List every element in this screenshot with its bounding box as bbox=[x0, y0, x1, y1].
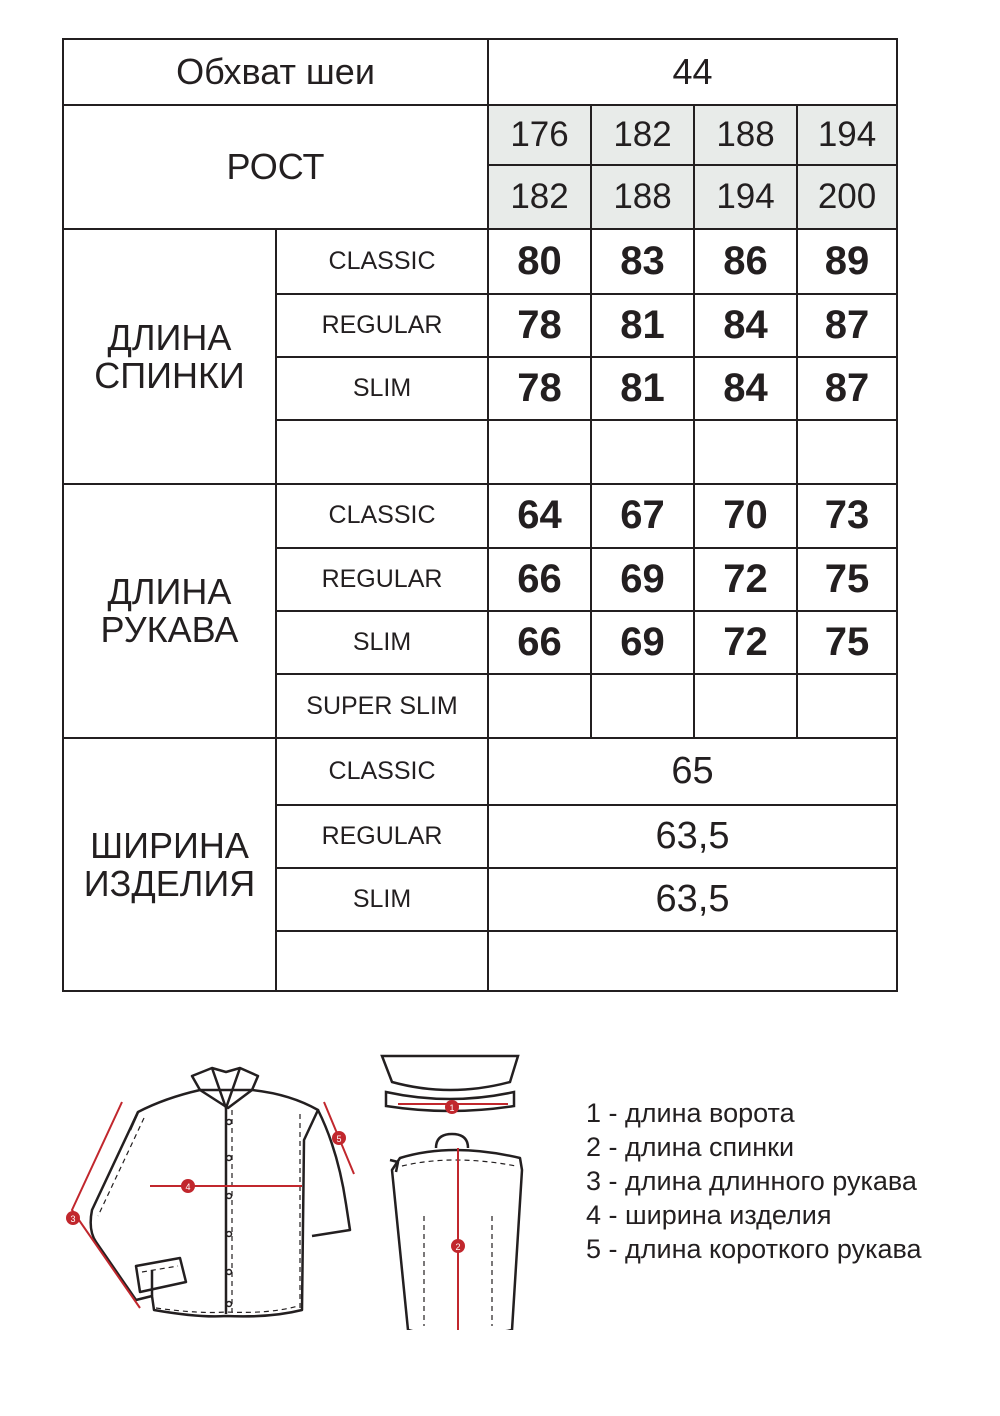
back-length-value: 80 bbox=[488, 229, 591, 293]
shirt-front-drawing bbox=[91, 1068, 350, 1316]
sleeve-length-value: 67 bbox=[591, 484, 694, 548]
svg-text:1: 1 bbox=[449, 1103, 455, 1113]
empty-cell bbox=[797, 420, 897, 484]
back-length-value: 87 bbox=[797, 357, 897, 420]
measurement-marker-4 bbox=[181, 1179, 195, 1193]
sleeve-length-value: 66 bbox=[488, 611, 591, 674]
empty-cell bbox=[488, 931, 897, 991]
height-label: РОСТ bbox=[63, 105, 488, 229]
back-length-value: 78 bbox=[488, 294, 591, 357]
empty-cell bbox=[694, 674, 797, 738]
sleeve-length-value: 75 bbox=[797, 611, 897, 674]
sleeve-length-value: 66 bbox=[488, 548, 591, 611]
size-chart-table bbox=[62, 38, 898, 992]
sleeve-length-value: 64 bbox=[488, 484, 591, 548]
neck-value: 44 bbox=[488, 39, 897, 105]
svg-text:4: 4 bbox=[185, 1182, 191, 1192]
sleeve-length-label-line2: РУКАВА bbox=[100, 609, 239, 651]
fit-label: REGULAR bbox=[276, 805, 488, 868]
shirt-measurement-diagram bbox=[0, 1030, 560, 1330]
sleeve-length-label-line1: ДЛИНА bbox=[107, 571, 232, 613]
back-length-value: 81 bbox=[591, 357, 694, 420]
empty-cell bbox=[276, 420, 488, 484]
height-to: 194 bbox=[694, 165, 797, 229]
back-length-value: 78 bbox=[488, 357, 591, 420]
empty-cell bbox=[797, 674, 897, 738]
legend-item: 5 - длина короткого рукава bbox=[586, 1234, 922, 1264]
measurement-legend bbox=[586, 1096, 922, 1266]
fit-label: CLASSIC bbox=[276, 738, 488, 804]
height-to: 182 bbox=[488, 165, 591, 229]
back-length-label-line2: СПИНКИ bbox=[94, 354, 245, 396]
fit-label: SLIM bbox=[276, 357, 488, 420]
height-to: 188 bbox=[591, 165, 694, 229]
back-length-value: 83 bbox=[591, 229, 694, 293]
back-length-label bbox=[63, 229, 276, 484]
neck-label: Обхват шеи bbox=[63, 39, 488, 105]
sleeve-length-value: 70 bbox=[694, 484, 797, 548]
product-width-label-line2: ИЗДЕЛИЯ bbox=[83, 862, 256, 904]
svg-text:5: 5 bbox=[336, 1134, 342, 1144]
height-from: 188 bbox=[694, 105, 797, 165]
back-length-value: 84 bbox=[694, 294, 797, 357]
measurement-marker-2 bbox=[451, 1239, 465, 1253]
fit-label: CLASSIC bbox=[276, 484, 488, 548]
fit-label: CLASSIC bbox=[276, 229, 488, 293]
back-length-value: 86 bbox=[694, 229, 797, 293]
fit-label: REGULAR bbox=[276, 548, 488, 611]
back-length-value: 81 bbox=[591, 294, 694, 357]
fit-label: SLIM bbox=[276, 868, 488, 931]
sleeve-length-label bbox=[63, 484, 276, 739]
fit-label: SLIM bbox=[276, 611, 488, 674]
empty-cell bbox=[591, 674, 694, 738]
height-from: 182 bbox=[591, 105, 694, 165]
product-width-label-line1: ШИРИНА bbox=[90, 824, 249, 866]
measurement-marker-1 bbox=[445, 1100, 459, 1114]
svg-text:3: 3 bbox=[70, 1214, 76, 1224]
empty-cell bbox=[488, 420, 591, 484]
legend-item: 1 - длина ворота bbox=[586, 1098, 795, 1128]
shirt-front-stitching bbox=[98, 1110, 300, 1313]
product-width-label bbox=[63, 738, 276, 991]
back-length-value: 87 bbox=[797, 294, 897, 357]
back-length-value: 84 bbox=[694, 357, 797, 420]
product-width-value: 63,5 bbox=[488, 805, 897, 868]
height-to: 200 bbox=[797, 165, 897, 229]
legend-item: 4 - ширина изделия bbox=[586, 1200, 832, 1230]
back-length-value: 89 bbox=[797, 229, 897, 293]
measurement-marker-5 bbox=[332, 1131, 346, 1145]
empty-cell bbox=[591, 420, 694, 484]
legend-item: 2 - длина спинки bbox=[586, 1132, 795, 1162]
height-from: 176 bbox=[488, 105, 591, 165]
legend-item: 3 - длина длинного рукава bbox=[586, 1166, 917, 1196]
sleeve-length-value: 69 bbox=[591, 611, 694, 674]
sleeve-length-value: 72 bbox=[694, 548, 797, 611]
empty-cell bbox=[694, 420, 797, 484]
sleeve-length-value: 69 bbox=[591, 548, 694, 611]
product-width-value: 63,5 bbox=[488, 868, 897, 931]
fit-label: REGULAR bbox=[276, 294, 488, 357]
height-from: 194 bbox=[797, 105, 897, 165]
sleeve-length-value: 72 bbox=[694, 611, 797, 674]
sleeve-length-value: 75 bbox=[797, 548, 897, 611]
measurement-marker-3 bbox=[66, 1211, 80, 1225]
fit-label: SUPER SLIM bbox=[276, 674, 488, 738]
empty-cell bbox=[276, 931, 488, 991]
product-width-value: 65 bbox=[488, 738, 897, 804]
empty-cell bbox=[488, 674, 591, 738]
svg-text:2: 2 bbox=[455, 1242, 461, 1252]
sleeve-length-value: 73 bbox=[797, 484, 897, 548]
back-length-label-line1: ДЛИНА bbox=[107, 316, 232, 358]
